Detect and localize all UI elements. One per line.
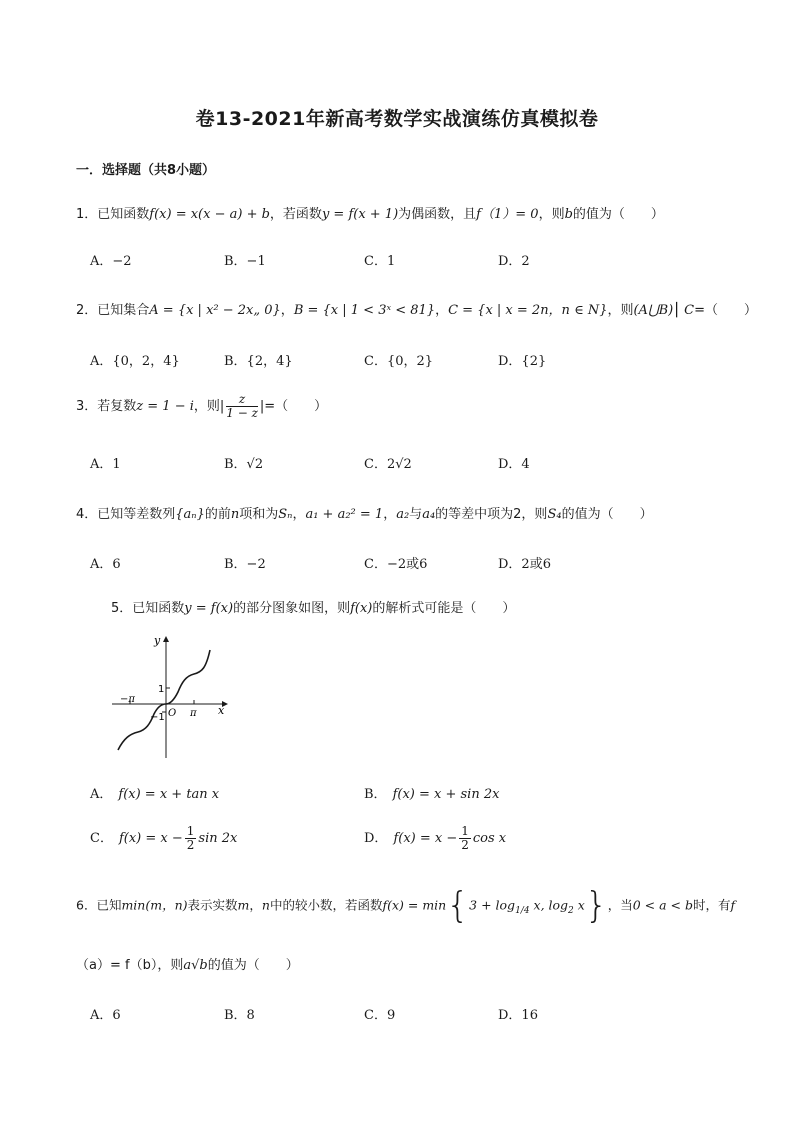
question-1 — [76, 203, 664, 222]
q2-text-2: ，则 — [607, 303, 634, 318]
q1-variable-b: b — [564, 207, 573, 222]
q6-part-2b: x — [573, 897, 585, 913]
q1-text: 1．已知函数 — [76, 207, 150, 222]
q6-f: f — [730, 897, 736, 913]
graph-label-one: 1 — [158, 684, 165, 695]
q4-text: 4．已知等差数列 — [76, 507, 176, 522]
q5-option-c-fraction — [185, 825, 197, 852]
q4-n: n — [230, 507, 240, 522]
graph-x-label: x — [218, 704, 225, 717]
graph-y-label: y — [154, 634, 161, 647]
q1-text-4: ，则 — [538, 207, 565, 222]
q6-left-brace: { — [446, 885, 470, 926]
q3-fraction — [226, 393, 258, 420]
q4-text-5: 与 — [409, 507, 423, 522]
q6-text-3: 中的较小数，若函数 — [269, 897, 383, 913]
q3-option-a[interactable]: A．1 — [90, 457, 121, 472]
q5-option-c-pre: f(x) = x − — [118, 831, 183, 846]
q4-text-4: ， — [383, 507, 397, 522]
q5-option-d-num: 1 — [461, 824, 469, 838]
q5-option-c-label: C． — [90, 831, 113, 846]
q6-option-c[interactable]: C．9 — [364, 1008, 396, 1023]
q6-expression: a√b — [183, 958, 208, 973]
q6-line2-tail: 的值为（ ） — [207, 958, 299, 973]
q5-option-b-label: B． — [364, 787, 387, 802]
q3-option-b[interactable]: B．√2 — [224, 457, 264, 472]
q1-option-a[interactable]: A．−2 — [90, 254, 132, 269]
q3-option-c[interactable]: C．2√2 — [364, 457, 412, 472]
q5-option-d[interactable] — [364, 825, 506, 852]
q1-option-d[interactable]: D．2 — [498, 254, 530, 269]
question-6 — [76, 885, 736, 926]
q5-option-d-post: cos x — [472, 831, 507, 846]
q5-text-2: 的部分图象如图，则 — [233, 601, 351, 616]
q5-text-3: 的解析式可能是（ ） — [372, 601, 516, 616]
q6-min: min(m，n) — [121, 897, 188, 913]
page-title: 卷13-2021年新高考数学实战演练仿真模拟卷 — [195, 108, 599, 130]
q2-option-c[interactable]: C．{0，2} — [364, 354, 434, 369]
question-2 — [76, 299, 757, 318]
q3-text-2: ，则| — [193, 399, 225, 414]
q5-function-graph — [110, 632, 230, 760]
graph-label-neg-one: −1 — [150, 712, 165, 723]
q6-sep: ， — [249, 897, 262, 913]
q5-text: 5．已知函数 — [111, 601, 185, 616]
q2-set-b: B = {x | 1 < 3ˣ < 81} — [293, 303, 436, 318]
q6-condition: 0 < a < b — [632, 897, 693, 913]
q4-text-6: 的等差中项为2，则 — [435, 507, 548, 522]
question-5 — [111, 597, 515, 616]
q6-text-4: ，当 — [607, 897, 633, 913]
q1-option-c[interactable]: C．1 — [364, 254, 396, 269]
q5-option-c-post: sin 2x — [198, 831, 238, 846]
q6-n: n — [261, 897, 270, 913]
q4-sum: Sₙ — [278, 507, 293, 522]
q3-text: 3．若复数 — [76, 399, 137, 414]
question-3 — [76, 393, 327, 420]
q6-text-2: 表示实数 — [187, 897, 238, 913]
q3-numerator: z — [226, 393, 258, 407]
q6-function: f(x) = min — [382, 897, 447, 913]
y-axis-arrow — [163, 636, 169, 642]
q1-text-5: 的值为（ ） — [572, 207, 664, 222]
q5-option-b-formula: f(x) = x + sin 2x — [392, 787, 500, 802]
q3-text-3: |=（ ） — [259, 399, 328, 414]
q2-option-d[interactable]: D．{2} — [498, 354, 547, 369]
graph-pi-label: π — [190, 708, 197, 719]
q6-base-2: 2 — [568, 906, 574, 916]
q5-option-d-fraction — [459, 825, 471, 852]
graph-neg-pi-label: −π — [120, 694, 135, 705]
q1-option-b[interactable]: B．−1 — [224, 254, 266, 269]
q6-option-a[interactable]: A．6 — [90, 1008, 121, 1023]
q2-sep-2: ， — [435, 303, 449, 318]
q5-option-d-den: 2 — [461, 838, 469, 852]
q2-option-a[interactable]: A．{0，2，4} — [90, 354, 180, 369]
q4-option-b[interactable]: B．−2 — [224, 557, 266, 572]
q2-set-a: A = {x | x² − 2x„ 0} — [149, 303, 281, 318]
q4-text-3: 项和为 — [239, 507, 279, 522]
q4-s4: S₄ — [547, 507, 562, 522]
q5-option-c-den: 2 — [186, 838, 195, 852]
q4-a4: a₄ — [422, 507, 436, 522]
q4-text-2: 的前 — [204, 507, 231, 522]
q6-option-d[interactable]: D．16 — [498, 1008, 538, 1023]
q5-function: y = f(x) — [184, 601, 234, 616]
q5-fx: f(x) — [350, 601, 373, 616]
q6-line2-text: （a）= f（b），则 — [76, 958, 184, 973]
section-heading: 一．选择题（共8小题） — [76, 163, 216, 178]
q2-set-c: C = {x | x = 2n，n ∈ N} — [448, 303, 608, 318]
q6-text: 6．已知 — [76, 897, 122, 913]
q1-condition: f（1）= 0 — [476, 207, 539, 222]
q5-option-d-label: D． — [364, 831, 388, 846]
q5-option-a[interactable] — [90, 783, 219, 802]
q6-base-1: 1/4 — [515, 906, 530, 916]
q5-option-b[interactable] — [364, 783, 499, 802]
q4-text-7: 的值为（ ） — [561, 507, 653, 522]
q3-option-d[interactable]: D．4 — [498, 457, 530, 472]
q5-option-a-label: A． — [90, 787, 113, 802]
q1-shifted-function: y = f(x + 1) — [321, 207, 399, 222]
q3-complex-z: z = 1 − i — [136, 399, 194, 414]
q6-m: m — [237, 897, 250, 913]
q2-text: 2．已知集合 — [76, 303, 150, 318]
q5-option-d-pre: f(x) = x − — [393, 831, 458, 846]
graph-origin-label: O — [168, 708, 177, 719]
q1-function: f(x) = x(x − a) + b — [149, 207, 270, 222]
q4-sequence: {aₙ} — [175, 507, 205, 522]
q2-text-3: =（ ） — [694, 303, 757, 318]
q4-option-d[interactable]: D．2或6 — [498, 557, 551, 572]
q6-text-5: 时，有 — [692, 897, 731, 913]
q4-a2: a₂ — [396, 507, 410, 522]
q4-option-a[interactable]: A．6 — [90, 557, 121, 572]
q5-option-c[interactable] — [90, 825, 237, 852]
q2-sep-1: ， — [280, 303, 294, 318]
q4-sep: ， — [292, 507, 306, 522]
q1-text-2: ，若函数 — [269, 207, 322, 222]
q6-part-1b: x, log — [529, 897, 569, 913]
q3-denominator: 1 − z — [226, 406, 258, 420]
q2-option-b[interactable]: B．{2，4} — [224, 354, 293, 369]
question-6-line-2 — [76, 954, 299, 973]
q1-text-3: 为偶函数，且 — [398, 207, 477, 222]
q4-option-c[interactable]: C．−2或6 — [364, 557, 428, 572]
q4-condition: a₁ + a₂² = 1 — [305, 507, 384, 522]
q2-expression: (A⋃B)⎮ C — [633, 303, 695, 318]
q6-part-1: 3 + log — [469, 897, 516, 913]
q6-right-brace: } — [584, 885, 608, 926]
q6-option-b[interactable]: B．8 — [224, 1008, 255, 1023]
q5-option-c-num: 1 — [186, 824, 195, 838]
q5-option-a-formula: f(x) = x + tan x — [118, 787, 220, 802]
question-4 — [76, 503, 653, 522]
